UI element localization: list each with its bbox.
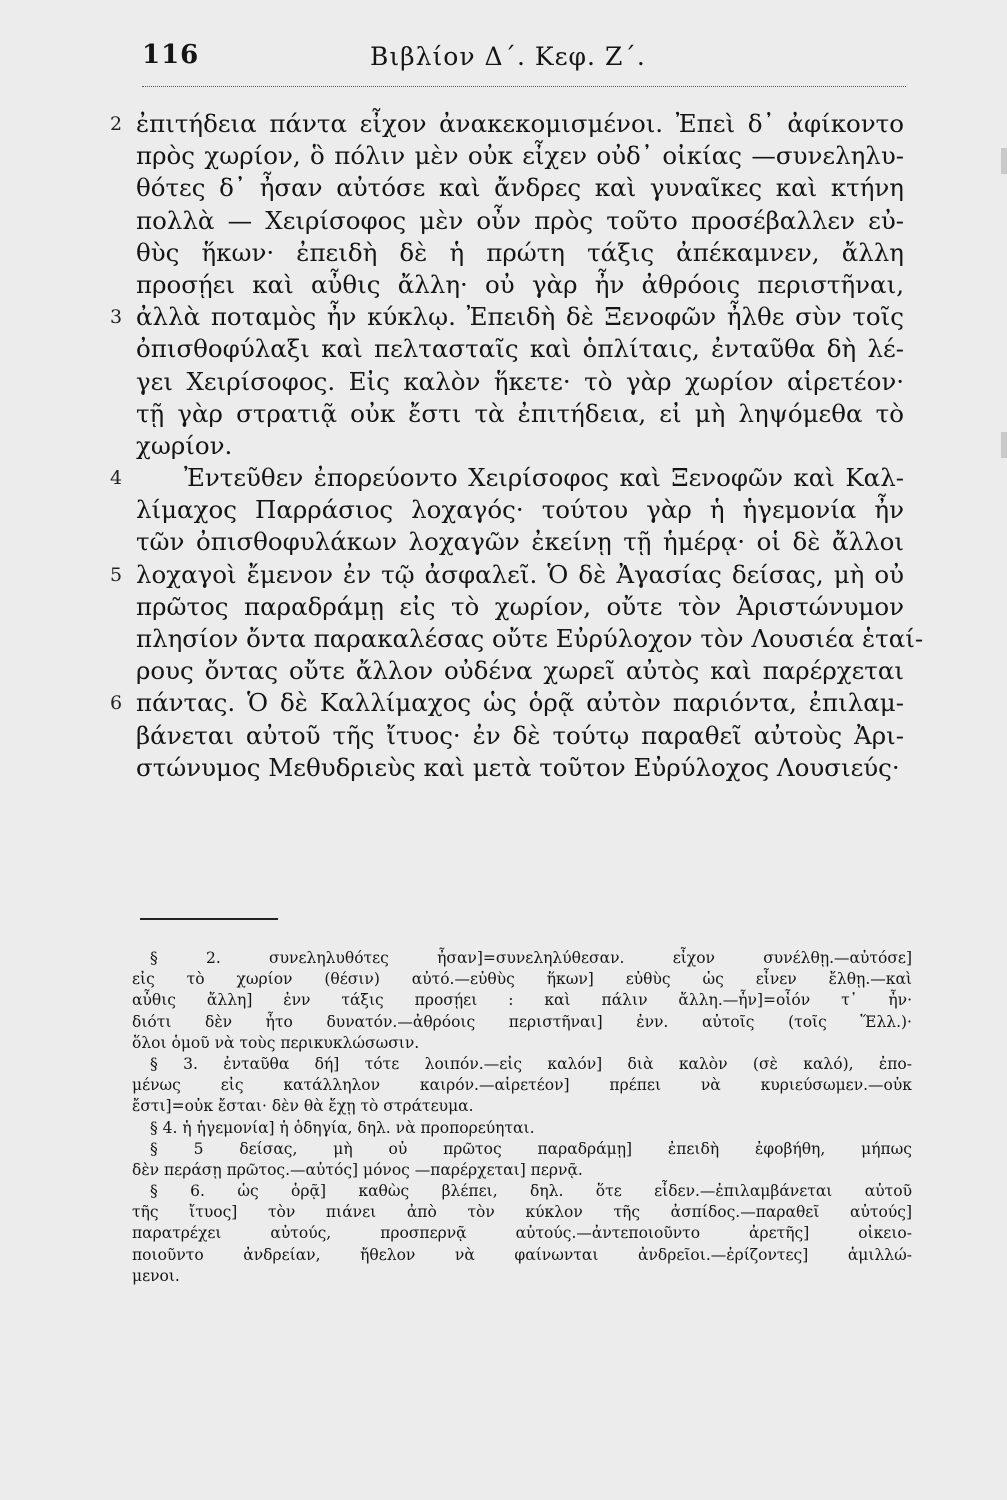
- text-line: [110, 526, 910, 558]
- line-text: πάντας. Ὁ δὲ Καλλίμαχος ὡς ὁρᾷ αὐτὸν παριόντα, ἐπιλαμ-: [136, 688, 904, 718]
- text-line: [110, 366, 910, 398]
- footnote-line: διότι δὲν ἦτο δυνατόν.—ἀθρόοις περιστῆναι] ἐνν. αὐτοῖς (τοῖς Ἕλλ.)·: [132, 1012, 912, 1031]
- main-text: [110, 108, 924, 784]
- section-number: 6: [110, 692, 123, 715]
- text-line: [110, 752, 910, 784]
- text-line: [110, 559, 910, 591]
- footnote-line: παρατρέχει αὐτούς, προσπερνᾷ αὐτούς.—ἀντεποιοῦντο ἀρετῆς] οἰκειο-: [132, 1224, 912, 1243]
- footnote-line: § 3. ἐνταῦθα δή] τότε λοιπόν.—εἰς καλόν] διὰ καλὸν (σὲ καλό), ἐπο-: [150, 1054, 912, 1073]
- line-text: ὀπισθοφύλαξι καὶ πελτασταῖς καὶ ὁπλίταις, ἐνταῦθα δὴ λέ-: [136, 334, 904, 364]
- line-text: πρῶτος παραδράμῃ εἰς τὸ χωρίον, οὔτε τὸν Ἀριστώνυμον: [136, 591, 904, 621]
- line-text: χωρίον.: [136, 430, 233, 460]
- section-number: 4: [110, 467, 123, 490]
- page-header: [142, 36, 906, 87]
- text-line: [110, 720, 910, 752]
- line-text: πλησίον ὄντα παρακαλέσας οὔτε Εὐρύλοχον τὸν Λουσιέα ἑταί-: [136, 624, 924, 653]
- line-text: γει Χειρίσοφος. Εἰς καλὸν ἥκετε· τὸ γὰρ χωρίον αἱρετέον·: [136, 366, 904, 396]
- footnote-line: εἰς τὸ χωρίον (θέσιν) αὐτό.—εὐθὺς ἥκων] εὐθὺς ὡς εἶνεν ἔλθῃ.—καὶ: [132, 970, 912, 989]
- line-text: θὺς ἥκων· ἐπειδὴ δὲ ἡ πρώτη τάξις ἀπέκαμνεν, ἄλλη: [136, 237, 904, 267]
- text-line: [110, 430, 910, 462]
- text-line: [110, 398, 910, 430]
- text-line: [110, 494, 910, 526]
- line-text: στώνυμος Μεθυδριεὺς καὶ μετὰ τοῦτον Εὐρύλοχος Λουσιεύς·: [136, 752, 900, 782]
- line-text: πολλὰ — Χειρίσοφος μὲν οὖν πρὸς τοῦτο προσέβαλλεν εὐ-: [136, 205, 904, 235]
- text-line: [110, 687, 910, 719]
- line-text: ἀλλὰ ποταμὸς ἦν κύκλῳ. Ἐπειδὴ δὲ Ξενοφῶν ἦλθε σὺν τοῖς: [136, 302, 904, 332]
- text-line: [110, 623, 924, 655]
- footnote-line: § 6. ὡς ὁρᾷ] καθὼς βλέπει, δηλ. ὅτε εἶδεν.—ἐπιλαμβάνεται αὐτοῦ: [150, 1182, 912, 1201]
- footnote-line: μενοι.: [132, 1266, 180, 1285]
- text-line: [110, 108, 910, 140]
- text-line: [110, 205, 910, 237]
- text-line: [110, 591, 910, 623]
- line-text: λοχαγοὶ ἔμενον ἐν τῷ ἀσφαλεῖ. Ὁ δὲ Ἀγασίας δείσας, μὴ οὐ: [136, 559, 904, 589]
- text-line: [110, 237, 910, 269]
- line-text: πρὸς χωρίον, ὃ πόλιν μὲν οὐκ εἶχεν οὐδ᾿ οἰκίας —συνεληλυ-: [136, 141, 904, 171]
- section-number: 3: [110, 306, 123, 329]
- footnote-line: ποιοῦντο ἀνδρείαν, ἤθελον νὰ φαίνωνται ἀνδρεῖοι.—ἐρίζοντες] ἁμιλλώ-: [132, 1245, 912, 1264]
- line-text: λίμαχος Παρράσιος λοχαγός· τούτου γὰρ ἡ ἡγεμονία ἦν: [136, 495, 904, 525]
- page-number: 116: [142, 40, 200, 70]
- line-text: ἐπιτήδεια πάντα εἶχον ἀνακεκομισμένοι. Ἐπεὶ δ᾿ ἀφίκοντο: [136, 109, 904, 138]
- text-line: [110, 655, 910, 687]
- footnote-line: ἔστι]=οὐκ ἔσται· δὲν θὰ ἔχῃ τὸ στράτευμα.: [132, 1097, 474, 1116]
- footnote-line: § 2. συνεληλυθότες ἦσαν]=συνεληλύθεσαν. εἶχον συνέλθῃ.—αὐτόσε]: [150, 949, 912, 967]
- footnote-line: § 5 δείσας, μὴ οὐ πρῶτος παραδράμῃ] ἐπειδὴ ἐφοβήθη, μήπως: [150, 1139, 912, 1158]
- line-text: Ἐντεῦθεν ἐπορεύοντο Χειρίσοφος καὶ Ξενοφῶν καὶ Καλ-: [184, 463, 904, 493]
- footnote-rule: [140, 918, 278, 920]
- line-text: βάνεται αὐτοῦ τῆς ἴτυος· ἐν δὲ τούτῳ παραθεῖ αὐτοὺς Ἀρι-: [136, 720, 904, 750]
- footnote-line: μένως εἰς κατάλληλον καιρόν.—αἱρετέον] πρέπει νὰ κυριεύσωμεν.—οὐκ: [132, 1076, 912, 1095]
- section-number: 5: [110, 563, 123, 586]
- footnotes: [132, 948, 912, 1287]
- text-line: [110, 462, 910, 494]
- footnote-line: ὅλοι ὁμοῦ νὰ τοὺς περικυκλώσωσιν.: [132, 1033, 420, 1052]
- text-line: [110, 301, 910, 333]
- line-text: τῶν ὀπισθοφυλάκων λοχαγῶν ἐκείνῃ τῇ ἡμέρᾳ· οἱ δὲ ἄλλοι: [136, 527, 904, 557]
- text-line: [110, 172, 910, 204]
- line-text: θότες δ᾿ ἦσαν αὐτόσε καὶ ἄνδρες καὶ γυναῖκες καὶ κτήνη: [136, 173, 904, 203]
- text-line: [110, 269, 910, 301]
- text-line: [110, 140, 910, 172]
- line-text: τῇ γὰρ στρατιᾷ οὐκ ἔστι τὰ ἐπιτήδεια, εἰ μὴ ληψόμεθα τὸ: [136, 398, 904, 428]
- edge-mark: [1001, 148, 1007, 174]
- footnote-line: δὲν περάσῃ πρῶτος.—αὐτός] μόνος —παρέρχεται] περνᾷ.: [132, 1160, 583, 1179]
- text-line: [110, 333, 910, 365]
- edge-mark: [1001, 432, 1007, 458]
- line-text: προσῄει καὶ αὖθις ἄλλη· οὐ γὰρ ἦν ἀθρόοις περιστῆναι,: [136, 269, 904, 299]
- footnote-line: τῆς ἴτυος] τὸν πιάνει ἀπὸ τὸν κύκλον τῆς ἀσπίδος.—παραθεῖ αὐτούς]: [132, 1203, 912, 1222]
- footnote-line: αὖθις ἄλλη] ἐνν τάξις προσῄει : καὶ πάλιν ἄλλη.—ἦν]=οἷόν τ᾿ ἦν·: [132, 991, 912, 1010]
- section-number: 2: [110, 113, 123, 135]
- running-head: Βιβλίον Δ΄. Κεφ. Ζ΄.: [370, 42, 646, 71]
- line-text: ρους ὄντας οὔτε ἄλλον οὐδένα χωρεῖ αὐτὸς καὶ παρέρχεται: [136, 656, 904, 686]
- footnote-line: § 4. ἡ ἡγεμονία] ἡ ὁδηγία, δηλ. νὰ προπορεύηται.: [150, 1118, 535, 1137]
